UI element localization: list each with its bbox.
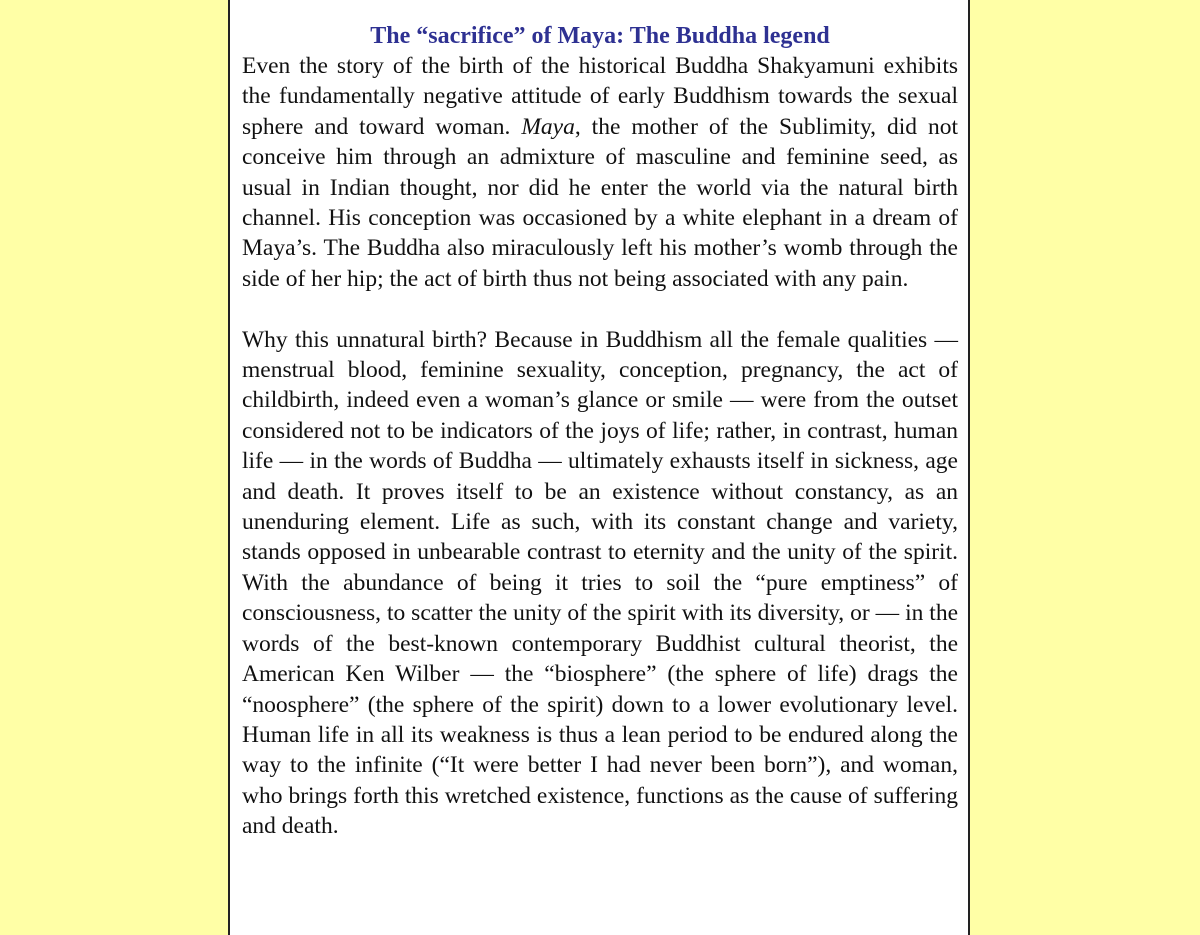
paragraph-text: Even the story of the birth of the historical Buddha Shakyamuni exhibits the fundamentally negative attitude of early Buddhism towards the sexual sphere and toward woman.: [242, 53, 958, 140]
section-title: The “sacrifice” of Maya: The Buddha legend: [370, 23, 830, 49]
document-content: [242, 21, 958, 842]
paragraph-gap: [242, 294, 958, 324]
paragraph-birth-story: [242, 51, 958, 294]
paragraph-text: , the mother of the Sublimity, did not conceive him through an admixture of masculine and feminine seed, as usual in Indian thought, nor did he enter the world via the natural birth channel. His conception was occasioned by a white elephant in a dream of Maya’s. The Buddha also miraculously left his mother’s womb through the side of her hip; the act of birth thus not being associated with any pain.: [242, 113, 958, 292]
document-page: [228, 0, 970, 935]
italic-term-maya: Maya: [521, 113, 575, 140]
paragraph-unnatural-birth: Why this unnatural birth? Because in Buddhism all the female qualities — menstrual blood, feminine sexuality, conception, pregnancy, the act of childbirth, indeed even a woman’s glance or smile — were from the outset considered not to be indicators of the joys of life; rather, in contrast, human life — in the words of Buddha — ultimately exhausts itself in sickness, age and death. It proves itself to be an existence without constancy, as an unenduring element. Life as such, with its constant change and variety, stands opposed in unbearable contrast to eternity and the unity of the spirit. With the abundance of being it tries to soil the “pure emptiness” of consciousness, to scatter the unity of the spirit with its diversity, or — in the words of the best-known contemporary Buddhist cultural theorist, the American Ken Wilber — the “biosphere” (the sphere of life) drags the “noosphere” (the sphere of the spirit) down to a lower evolutionary level. Human life in all its weakness is thus a lean period to be endured along the way to the infinite (“It were better I had never been born”), and woman, who brings forth this wretched existence, functions as the cause of suffering and death.: [242, 326, 958, 840]
